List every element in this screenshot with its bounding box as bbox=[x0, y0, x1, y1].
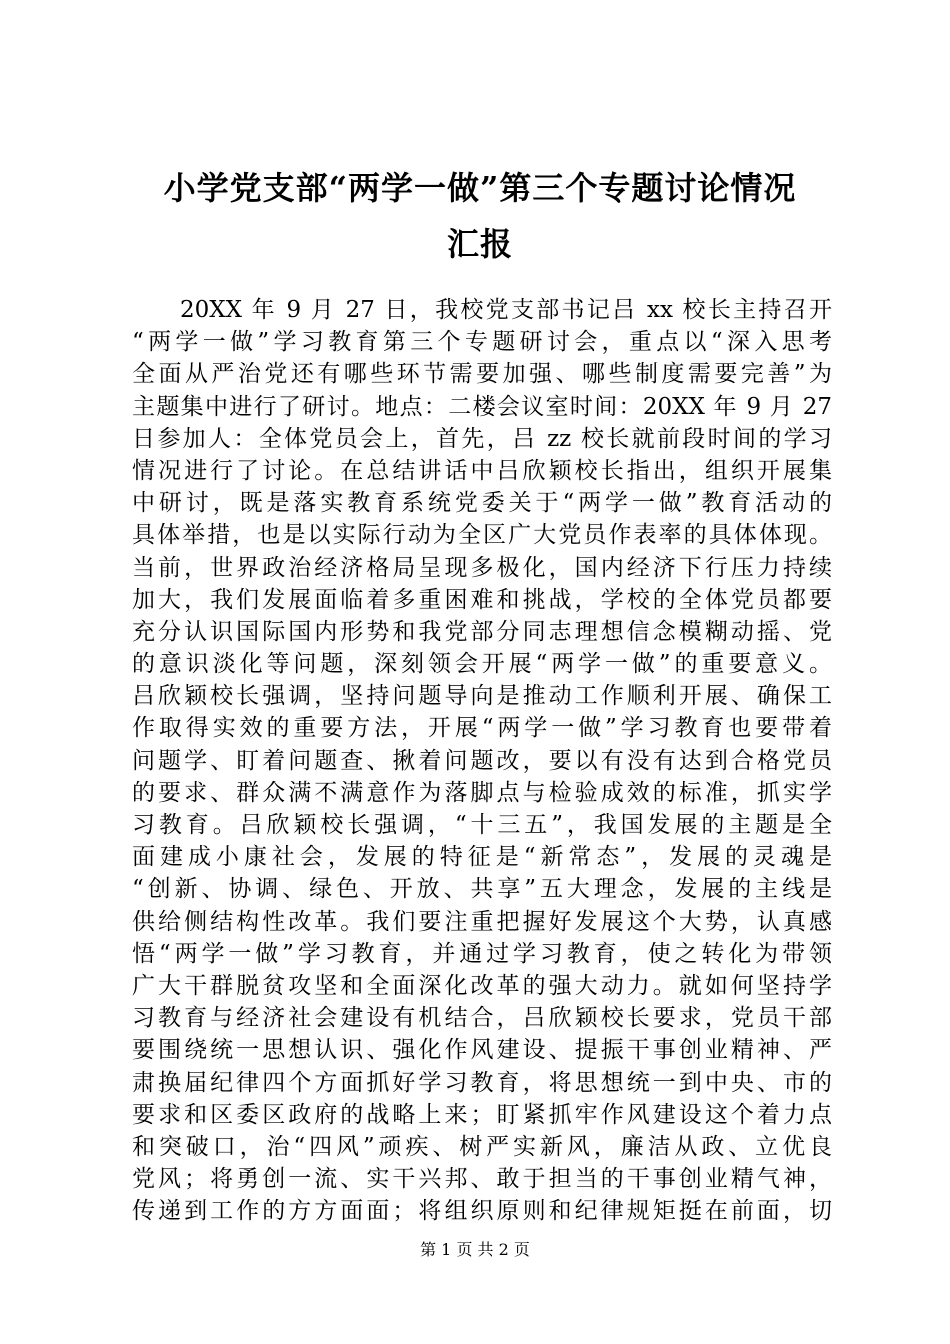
body-line: 充分认识国际国内形势和我党部分同志理想信念模糊动摇、党 bbox=[132, 618, 832, 645]
body-line: 吕欣颖校长强调，坚持问题导向是推动工作顺利开展、确保工 bbox=[132, 683, 832, 710]
body-line: 传递到工作的方方面面；将组织原则和纪律规矩挺在前面，切 bbox=[132, 1198, 832, 1225]
title-line-1: 小学党支部“两学一做”第三个专题讨论情况 bbox=[163, 169, 797, 207]
body-line: 要围绕统一思想认识、强化作风建设、提振干事创业精神、严 bbox=[132, 1037, 832, 1064]
body-line: 肃换届纪律四个方面抓好学习教育，将思想统一到中央、市的 bbox=[132, 1069, 832, 1096]
body-line: 加大，我们发展面临着多重困难和挑战，学校的全体党员都要 bbox=[132, 586, 832, 613]
page-footer: 第 1 页 共 2 页 bbox=[420, 1240, 530, 1259]
document-body bbox=[132, 294, 832, 1227]
body-line: 20XX 年 9 月 27 日，我校党支部书记吕 xx 校长主持召开 bbox=[180, 297, 832, 323]
body-line: 党风；将勇创一流、实干兴邦、敢于担当的干事创业精气神， bbox=[132, 1166, 832, 1193]
body-line: 广大干群脱贫攻坚和全面深化改革的强大动力。就如何坚持学 bbox=[132, 972, 832, 999]
document-title bbox=[120, 160, 840, 272]
body-line: “创新、协调、绿色、开放、共享”五大理念，发展的主线是 bbox=[132, 876, 832, 903]
body-line: 情况进行了讨论。在总结讲话中吕欣颖校长指出，组织开展集 bbox=[132, 457, 832, 484]
body-line: 面建成小康社会，发展的特征是“新常态”，发展的灵魂是 bbox=[132, 844, 832, 871]
body-line: 的意识淡化等问题，深刻领会开展“两学一做”的重要意义。 bbox=[132, 651, 832, 678]
body-line: 要求和区委区政府的战略上来；盯紧抓牢作风建设这个着力点 bbox=[132, 1101, 832, 1128]
body-line: 中研讨，既是落实教育系统党委关于“两学一做”教育活动的 bbox=[132, 490, 832, 517]
body-line: 全面从严治党还有哪些环节需要加强、哪些制度需要完善”为 bbox=[132, 361, 832, 388]
body-line: 供给侧结构性改革。我们要注重把握好发展这个大势，认真感 bbox=[132, 908, 832, 935]
title-line-2: 汇报 bbox=[446, 225, 513, 263]
body-line: 习教育与经济社会建设有机结合，吕欣颖校长要求，党员干部 bbox=[132, 1005, 832, 1032]
body-line: 和突破口，治“四风”顽疾、树严实新风，廉洁从政、立优良 bbox=[132, 1133, 832, 1160]
body-line: 习教育。吕欣颖校长强调，“十三五”，我国发展的主题是全 bbox=[132, 812, 832, 838]
body-line: 当前，世界政治经济格局呈现多极化，国内经济下行压力持续 bbox=[132, 554, 832, 581]
body-line: 问题学、盯着问题查、揪着问题改，要以有没有达到合格党员 bbox=[132, 747, 832, 774]
body-line: 悟“两学一做”学习教育，并通过学习教育，使之转化为带领 bbox=[132, 940, 832, 967]
body-line: 作取得实效的重要方法，开展“两学一做”学习教育也要带着 bbox=[132, 715, 832, 742]
body-line: “两学一做”学习教育第三个专题研讨会，重点以“深入思考 bbox=[132, 329, 832, 356]
body-line: 具体举措，也是以实际行动为全区广大党员作表率的具体体现。 bbox=[132, 522, 832, 549]
body-line: 的要求、群众满不满意作为落脚点与检验成效的标准，抓实学 bbox=[132, 779, 832, 806]
body-line: 日参加人：全体党员会上，首先，吕 zz 校长就前段时间的学习 bbox=[132, 425, 832, 452]
body-line: 主题集中进行了研讨。地点：二楼会议室时间：20XX 年 9 月 27 bbox=[132, 393, 832, 420]
